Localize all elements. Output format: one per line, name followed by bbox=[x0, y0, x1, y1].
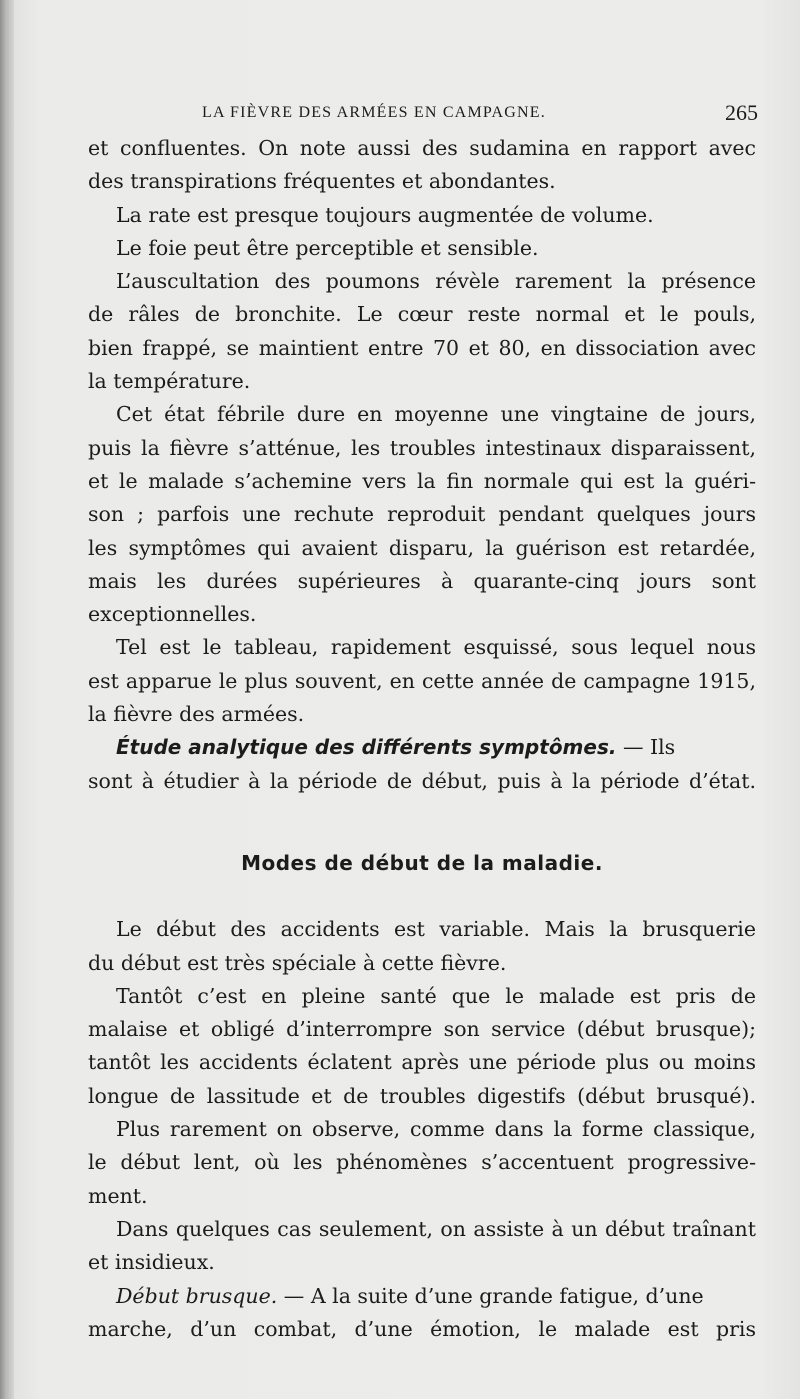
text-line bbox=[88, 731, 756, 764]
page-number: 265 bbox=[725, 100, 758, 125]
text-line: longue de lassitude et de troubles digestifs (début brusqué). bbox=[88, 1083, 756, 1108]
text-line: et le malade s’achemine vers la fin normale qui est la guéri- bbox=[88, 468, 756, 493]
running-title: LA FIÈVRE DES ARMÉES EN CAMPAGNE. bbox=[202, 104, 546, 121]
text-line: Tel est le tableau, rapidement esquissé, sous lequel nous bbox=[116, 635, 756, 660]
text-line: sont à étudier à la période de début, puis à la période d’état. bbox=[88, 768, 756, 793]
text-line: marche, d’un combat, d’une émotion, le malade est pris bbox=[88, 1316, 756, 1341]
text-line: les symptômes qui avaient disparu, la guérison est retardée, bbox=[88, 535, 756, 560]
text-line: ment. bbox=[88, 1183, 148, 1208]
text-line: Cet état fébrile dure en moyenne une vingtaine de jours, bbox=[116, 402, 756, 427]
running-head bbox=[90, 98, 770, 134]
text-line bbox=[88, 1280, 756, 1313]
text-line: Tantôt c’est en pleine santé que le malade est pris de bbox=[116, 983, 756, 1008]
text-line: Le foie peut être perceptible et sensible. bbox=[116, 235, 539, 260]
section-heading: Modes de début de la maladie. bbox=[241, 851, 603, 876]
text-line: son ; parfois une rechute reproduit pendant quelques jours bbox=[88, 502, 756, 527]
text-line: est apparue le plus souvent, en cette année de campagne 1915, bbox=[88, 668, 756, 693]
run-in-heading: Étude analytique des différents symptômes. bbox=[116, 735, 617, 760]
text-line: de râles de bronchite. Le cœur reste normal et le pouls, bbox=[88, 302, 756, 327]
vertical-space bbox=[88, 895, 756, 913]
text-line: la fièvre des armées. bbox=[88, 702, 305, 727]
text-line: Plus rarement on observe, comme dans la forme classique, bbox=[116, 1117, 756, 1142]
text-line: L’auscultation des poumons révèle rarement la présence bbox=[116, 269, 756, 294]
text-line: et confluentes. On note aussi des sudamina en rapport avec bbox=[88, 136, 756, 160]
text-line: et insidieux. bbox=[88, 1250, 215, 1275]
text-span: — Ils bbox=[616, 735, 676, 760]
body-text bbox=[88, 132, 756, 1346]
text-line: Dans quelques cas seulement, on assiste à un début traînant bbox=[116, 1216, 756, 1241]
text-line: la température. bbox=[88, 369, 251, 394]
text-line: des transpirations fréquentes et abondantes. bbox=[88, 169, 556, 194]
text-line: bien frappé, se maintient entre 70 et 80, en dissociation avec bbox=[88, 335, 756, 360]
text-line: La rate est presque toujours augmentée de volume. bbox=[116, 202, 654, 227]
text-line: puis la fièvre s’atténue, les troubles intestinaux disparaissent, bbox=[88, 435, 756, 460]
text-line: le début lent, où les phénomènes s’accentuent progressive- bbox=[88, 1150, 756, 1175]
text-line: du début est très spéciale à cette fièvre. bbox=[88, 950, 507, 975]
text-line: malaise et obligé d’interrompre son service (début brusque); bbox=[88, 1017, 756, 1042]
text-line: Le début des accidents est variable. Mais la brusquerie bbox=[116, 917, 756, 942]
text-line: mais les durées supérieures à quarante-cinq jours sont bbox=[88, 568, 756, 593]
page-gutter-shadow bbox=[0, 0, 14, 1399]
text-span: — A la suite d’une grande fatigue, d’une bbox=[277, 1283, 704, 1308]
vertical-space bbox=[88, 798, 756, 831]
run-in-heading: Début brusque. bbox=[116, 1283, 278, 1308]
text-line: tantôt les accidents éclatent après une période plus ou moins bbox=[88, 1050, 756, 1075]
text-line: exceptionnelles. bbox=[88, 602, 257, 627]
